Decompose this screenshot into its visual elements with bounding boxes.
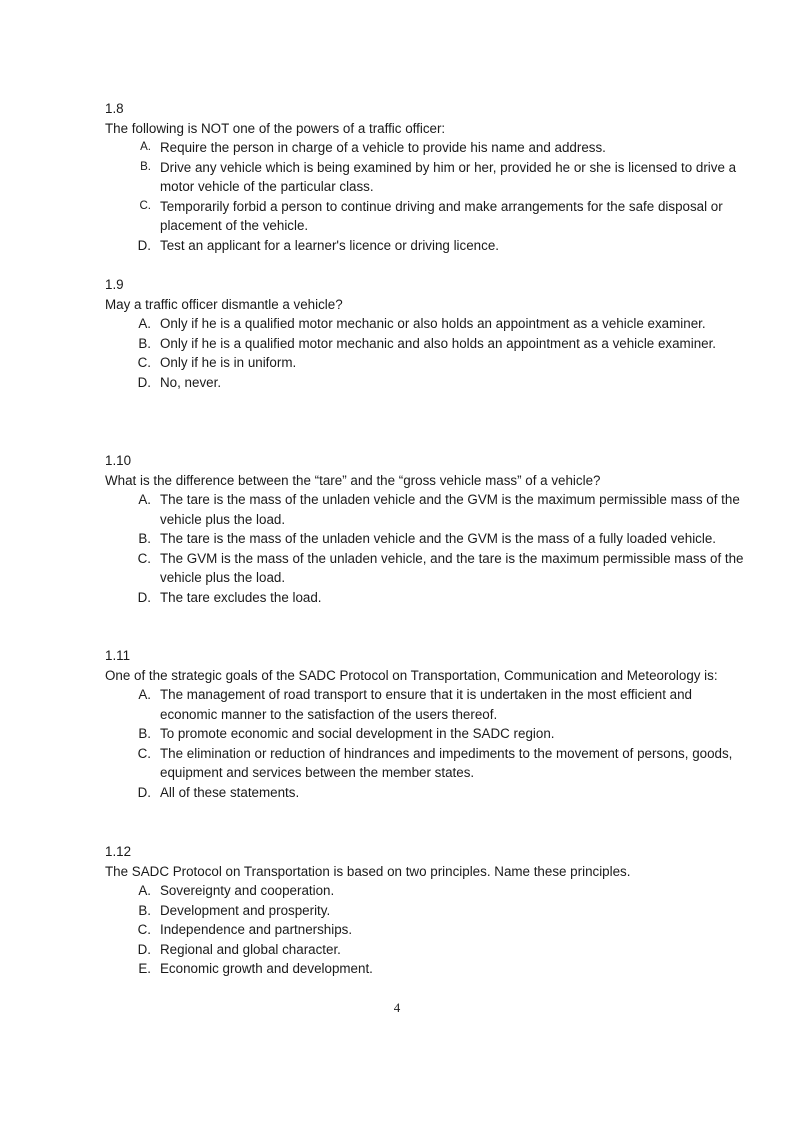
option-a xyxy=(105,490,745,529)
option-b xyxy=(105,158,745,197)
option-text: Sovereignty and cooperation. xyxy=(160,883,335,898)
option-text: Economic growth and development. xyxy=(160,961,373,976)
option-d xyxy=(105,783,745,803)
option-text: Development and prosperity. xyxy=(160,902,331,918)
option-text: Independence and partnerships. xyxy=(160,922,353,937)
question-text: The following is NOT one of the powers of a traffic officer: xyxy=(105,120,446,136)
question-number: 1.8 xyxy=(105,101,124,116)
option-a xyxy=(105,138,745,158)
option-c xyxy=(105,197,745,236)
option-letter: D. xyxy=(137,941,151,957)
options-list xyxy=(105,138,745,255)
question-1-11 xyxy=(105,646,745,802)
option-letter: D. xyxy=(137,589,151,605)
option-b xyxy=(105,334,745,354)
option-a xyxy=(105,314,745,334)
option-letter: A. xyxy=(138,687,151,702)
option-text: Temporarily forbid a person to continue driving and make arrangements for the safe disposal or placement of the vehicle. xyxy=(160,198,723,233)
question-number: 1.9 xyxy=(105,277,124,292)
option-text: Drive any vehicle which is being examined by him or her, provided he or she is licensed to drive a motor vehicle of the particular class. xyxy=(160,159,737,194)
question-text: May a traffic officer dismantle a vehicle? xyxy=(105,296,343,312)
option-letter: D. xyxy=(137,237,151,253)
option-letter: C. xyxy=(137,922,151,937)
option-a xyxy=(105,881,745,901)
option-c xyxy=(105,920,745,940)
option-letter: C. xyxy=(137,550,151,566)
option-letter: B. xyxy=(138,726,151,741)
page-number: 4 xyxy=(393,1000,401,1015)
question-1-8 xyxy=(105,99,745,255)
question-1-10 xyxy=(105,451,745,607)
option-text: The GVM is the mass of the unladen vehicle, and the tare is the maximum permissible mass of the vehicle plus the load. xyxy=(160,550,744,585)
options-list xyxy=(105,881,745,979)
option-d xyxy=(105,236,745,256)
option-text: To promote economic and social development in the SADC region. xyxy=(160,726,555,741)
option-letter: B. xyxy=(140,160,151,173)
question-number: 1.10 xyxy=(105,453,132,468)
options-list xyxy=(105,685,745,802)
option-text: Only if he is a qualified motor mechanic or also holds an appointment as a vehicle examiner. xyxy=(160,316,706,331)
option-letter: A. xyxy=(138,883,151,898)
option-letter: A. xyxy=(138,492,151,507)
option-letter: A. xyxy=(138,316,151,331)
option-letter: B. xyxy=(138,531,151,546)
option-c xyxy=(105,549,745,588)
option-text: Test an applicant for a learner's licence or driving licence. xyxy=(160,237,499,253)
question-1-9 xyxy=(105,275,745,392)
option-a xyxy=(105,685,745,724)
options-list xyxy=(105,490,745,607)
option-letter: E. xyxy=(138,961,151,976)
option-text: The elimination or reduction of hindrances and impediments to the movement of persons, goods, equipment and services between the member states. xyxy=(160,745,733,780)
option-text: The tare excludes the load. xyxy=(160,589,322,605)
question-number: 1.12 xyxy=(105,844,132,859)
option-letter: C. xyxy=(139,199,151,212)
option-letter: D. xyxy=(137,784,151,800)
option-text: The management of road transport to ensure that it is undertaken in the most efficient and economic manner to the satisfaction of the users thereof. xyxy=(160,687,692,722)
options-list xyxy=(105,314,745,392)
option-d xyxy=(105,588,745,608)
option-text: Require the person in charge of a vehicle to provide his name and address. xyxy=(160,140,606,155)
option-b xyxy=(105,529,745,549)
option-d xyxy=(105,373,745,393)
option-text: All of these statements. xyxy=(160,784,300,800)
question-text: The SADC Protocol on Transportation is based on two principles. Name these principles. xyxy=(105,863,631,879)
option-letter: C. xyxy=(137,745,151,761)
option-text: The tare is the mass of the unladen vehicle and the GVM is the mass of a fully loaded vehicle. xyxy=(160,531,717,546)
option-c xyxy=(105,353,745,373)
option-b xyxy=(105,901,745,921)
option-text: No, never. xyxy=(160,374,222,390)
question-text: What is the difference between the “tare” and the “gross vehicle mass” of a vehicle? xyxy=(105,472,601,488)
option-text: Regional and global character. xyxy=(160,941,341,957)
option-text: Only if he is in uniform. xyxy=(160,355,297,370)
option-d xyxy=(105,940,745,960)
question-1-12 xyxy=(105,842,745,979)
option-e xyxy=(105,959,745,979)
option-letter: C. xyxy=(137,355,151,370)
option-text: The tare is the mass of the unladen vehicle and the GVM is the maximum permissible mass of the vehicle plus the load. xyxy=(160,492,740,527)
option-letter: A. xyxy=(140,141,151,153)
option-b xyxy=(105,724,745,744)
question-number: 1.11 xyxy=(105,648,131,663)
option-text: Only if he is a qualified motor mechanic and also holds an appointment as a vehicle examiner. xyxy=(160,335,717,351)
option-letter: B. xyxy=(138,335,151,351)
question-text: One of the strategic goals of the SADC Protocol on Transportation, Communication and Meteorology is: xyxy=(105,667,718,683)
option-letter: D. xyxy=(137,374,151,390)
option-letter: B. xyxy=(138,902,151,918)
option-c xyxy=(105,744,745,783)
